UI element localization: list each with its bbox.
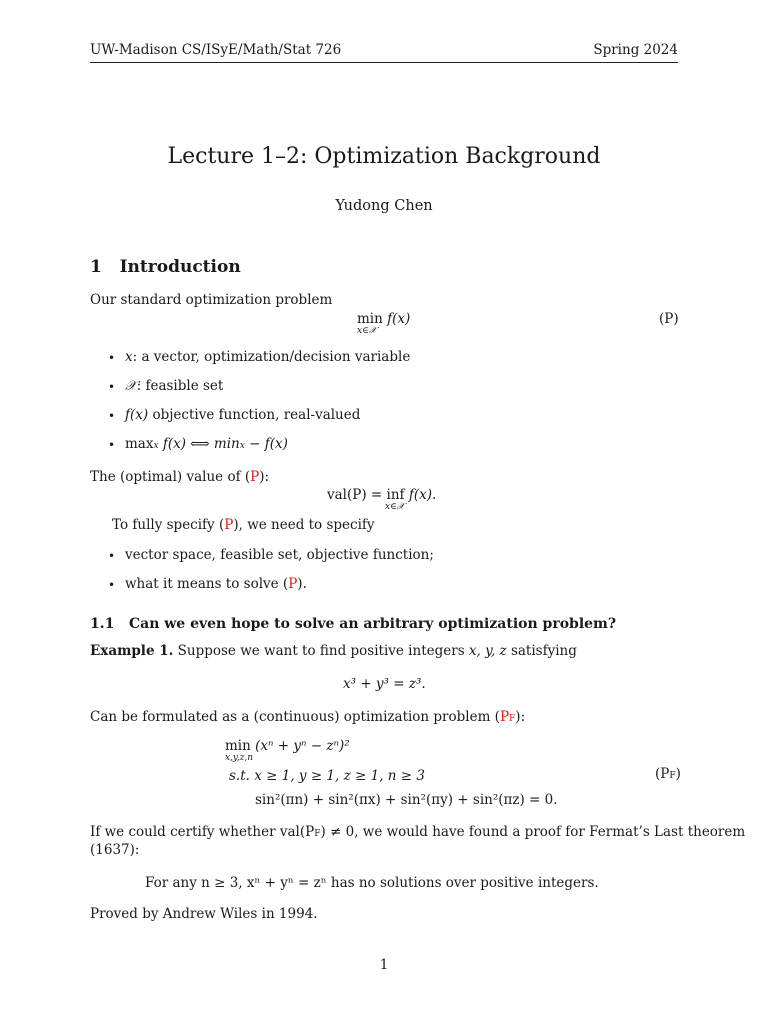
reference-link-P[interactable]: P (224, 517, 234, 533)
equation-tag-P: (P) (659, 311, 679, 327)
running-header-course: UW-Madison CS/ISyE/Math/Stat 726 (90, 42, 342, 58)
bullet-marker: • (108, 438, 116, 452)
objective-expr: f(x). (408, 487, 437, 503)
pf-objective-line (225, 738, 350, 754)
max-subscript: x (153, 441, 159, 451)
pf-constraint-2: sin²(πn) + sin²(πx) + sin²(πy) + sin²(πz) = 0. (255, 792, 558, 808)
list-item-text: : feasible set (136, 378, 224, 394)
list-item: vector space, feasible set, objective function; (125, 547, 434, 563)
text: ) ≠ 0, we would have found a proof for Fermat’s Last theorem (320, 824, 746, 840)
text: ): (259, 469, 270, 485)
variables: x, y, z (468, 643, 507, 659)
subscript: F (314, 829, 321, 839)
list-item-text: : a vector, optimization/decision variable (132, 349, 411, 365)
specify-paragraph (112, 517, 375, 533)
page-number: 1 (379, 957, 389, 973)
list-item (125, 378, 223, 394)
text: what it means to solve ( (125, 576, 289, 592)
text: ): (515, 709, 526, 725)
intro-paragraph: Our standard optimization problem (90, 292, 333, 308)
value-equation (327, 487, 436, 503)
subsection-heading (90, 616, 616, 632)
example-paragraph (90, 643, 577, 659)
list-item-text: objective function, real-valued (148, 407, 361, 423)
subsection-title: Can we even hope to solve an arbitrary optimization problem? (128, 616, 617, 632)
tag-subscript: F (669, 771, 676, 781)
negated-objective: − f(x) (244, 436, 288, 452)
inf-operator: inf (386, 487, 405, 503)
text: ). (297, 576, 307, 592)
text: Can be formulated as a (continuous) optimization problem ( (90, 709, 500, 725)
reference-link-P[interactable]: P (288, 576, 298, 592)
inf-subscript: x∈𝒳 (385, 502, 405, 512)
bullet-marker: • (108, 578, 116, 592)
example-label: Example 1. (90, 643, 174, 659)
certify-paragraph-line1 (90, 824, 745, 840)
min-operator: min (225, 738, 251, 754)
max-operator: max (125, 436, 154, 452)
feasible-set-symbol: 𝒳 (125, 378, 137, 394)
certify-paragraph-line2: (1637): (90, 842, 140, 858)
formulation-paragraph (90, 709, 525, 725)
min-operator: min (357, 311, 383, 327)
equation-tag-PF (655, 766, 681, 782)
list-item (125, 407, 360, 423)
text: To fully specify ( (112, 517, 225, 533)
ref-subscript: F (509, 714, 516, 724)
reference-link-PF[interactable] (500, 709, 515, 725)
text: satisfying (510, 643, 577, 659)
bullet-marker: • (108, 380, 116, 394)
running-header-term: Spring 2024 (593, 42, 678, 58)
variable-x: x (125, 349, 133, 365)
min-subscript: x (239, 441, 245, 451)
fermat-cubic-equation: x³ + y³ = z³. (343, 676, 426, 692)
section-heading (90, 257, 241, 277)
reference-link-P[interactable]: P (250, 469, 260, 485)
list-item (125, 349, 410, 365)
equivalence-expr: f(x) ⟺ min (158, 436, 240, 452)
list-item (125, 576, 307, 592)
tag-open: (P (655, 766, 670, 782)
subsection-number: 1.1 (90, 616, 115, 632)
value-paragraph (90, 469, 269, 485)
pf-constraint-1: s.t. x ≥ 1, y ≥ 1, z ≥ 1, n ≥ 3 (229, 768, 425, 784)
text: The (optimal) value of ( (90, 469, 251, 485)
list-item (125, 436, 288, 452)
objective-expr: f(x) (387, 311, 411, 327)
min-subscript: x∈𝒳 (357, 326, 377, 336)
bullet-marker: • (108, 409, 116, 423)
pf-min-subscript: x,y,z,n (225, 753, 254, 763)
val-lhs: val(P) = (327, 487, 383, 503)
header-rule (90, 62, 678, 63)
text: ), we need to specify (233, 517, 375, 533)
bullet-marker: • (108, 351, 116, 365)
section-title: Introduction (119, 257, 241, 277)
proof-note: Proved by Andrew Wiles in 1994. (90, 906, 318, 922)
text: If we could certify whether val(P (90, 824, 315, 840)
pf-objective: (xⁿ + yⁿ − zⁿ)² (255, 738, 350, 754)
author: Yudong Chen (335, 198, 433, 214)
fermat-statement: For any n ≥ 3, xⁿ + yⁿ = zⁿ has no solutions over positive integers. (145, 875, 599, 891)
bullet-marker: • (108, 549, 116, 563)
ref-text: P (499, 709, 510, 725)
objective-symbol: f(x) (125, 407, 149, 423)
text: Suppose we want to find positive integers (177, 643, 465, 659)
section-number: 1 (90, 257, 102, 277)
equation-P (357, 311, 410, 327)
tag-close: ) (675, 766, 681, 782)
lecture-title: Lecture 1–2: Optimization Background (167, 144, 601, 169)
